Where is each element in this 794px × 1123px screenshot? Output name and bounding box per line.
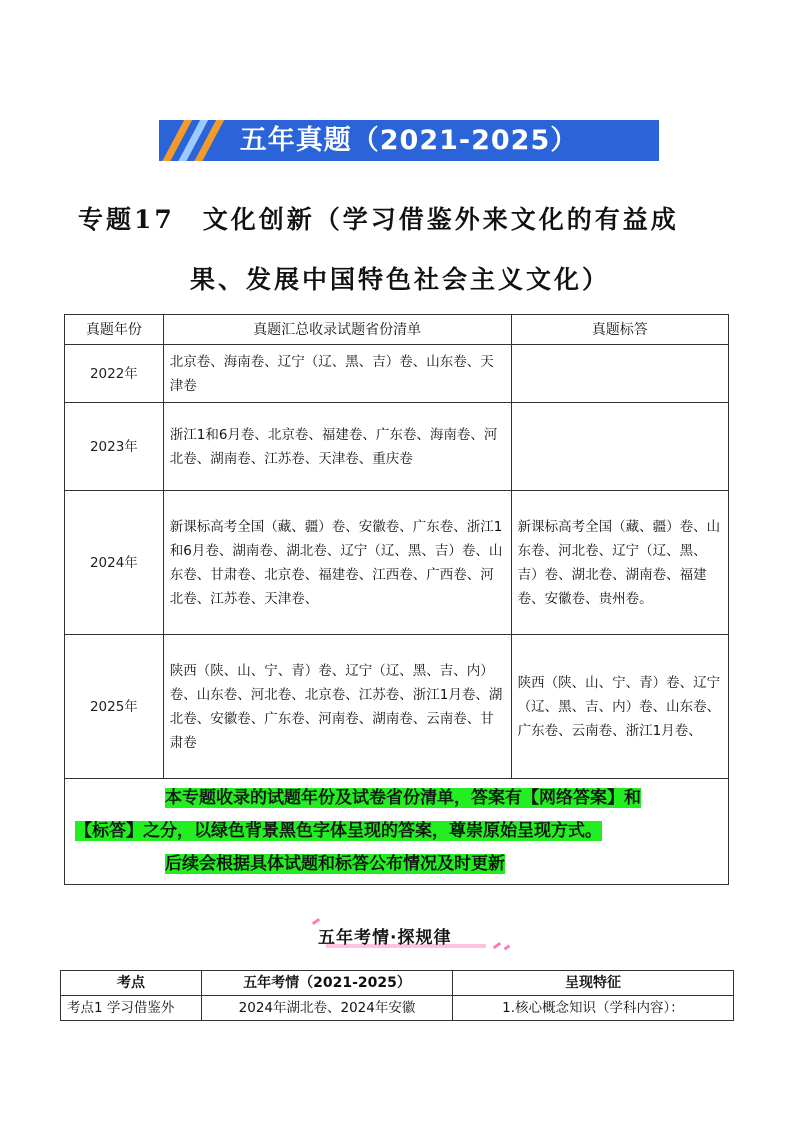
title-banner bbox=[159, 120, 659, 161]
row-answer: 新课标高考全国（藏、疆）卷、山东卷、河北卷、辽宁（辽、黑、吉）卷、湖北卷、湖南卷、福建卷、安徽卷、贵州卷。 bbox=[511, 491, 728, 635]
section-title: 五年考情·探规律 bbox=[318, 928, 452, 948]
table-row bbox=[65, 403, 729, 491]
row-answer: 陕西（陕、山、宁、青）卷、辽宁（辽、黑、吉、内）卷、山东卷、广东卷、云南卷、浙江1月卷、 bbox=[511, 635, 728, 779]
row-year: 2025年 bbox=[65, 635, 164, 779]
header-feature: 呈现特征 bbox=[453, 971, 734, 996]
table-row bbox=[61, 996, 734, 1021]
row-year: 2022年 bbox=[65, 345, 164, 403]
table-row bbox=[65, 635, 729, 779]
notice-line: 后续会根据具体试题和标答公布情况及时更新 bbox=[165, 854, 505, 874]
row-list: 新课标高考全国（藏、疆）卷、安徽卷、广东卷、浙江1和6月卷、湖南卷、湖北卷、辽宁（辽、黑、吉）卷、山东卷、甘肃卷、北京卷、福建卷、江西卷、广西卷、河北卷、江苏卷、天津卷、 bbox=[163, 491, 511, 635]
exam-list-table bbox=[64, 314, 729, 885]
row-year: 2024年 bbox=[65, 491, 164, 635]
table-row bbox=[65, 491, 729, 635]
row-feature: 1.核心概念知识（学科内容）： bbox=[453, 996, 734, 1021]
row-point: 考点1 学习借鉴外 bbox=[61, 996, 202, 1021]
row-years: 2024年湖北卷、2024年安徽 bbox=[202, 996, 453, 1021]
row-year: 2023年 bbox=[65, 403, 164, 491]
decor-dash bbox=[504, 945, 511, 951]
notice-cell bbox=[65, 779, 729, 885]
banner-title: 五年真题（2021-2025） bbox=[239, 125, 579, 156]
notice-line: 【标答】之分，以绿色背景黑色字体呈现的答案，尊崇原始呈现方式。 bbox=[75, 821, 602, 841]
row-answer bbox=[511, 345, 728, 403]
row-answer bbox=[511, 403, 728, 491]
header-list: 真题汇总收录试题省份清单 bbox=[163, 315, 511, 345]
table-header-row bbox=[65, 315, 729, 345]
row-list: 浙江1和6月卷、北京卷、福建卷、广东卷、海南卷、河北卷、湖南卷、江苏卷、天津卷、重庆卷 bbox=[163, 403, 511, 491]
header-point: 考点 bbox=[61, 971, 202, 996]
exam-point-table bbox=[60, 970, 734, 1021]
row-list: 陕西（陕、山、宁、青）卷、辽宁（辽、黑、吉、内）卷、山东卷、河北卷、北京卷、江苏卷、浙江1月卷、湖北卷、安徽卷、广东卷、河南卷、湖南卷、云南卷、甘肃卷 bbox=[163, 635, 511, 779]
header-years: 五年考情（2021-2025） bbox=[202, 971, 453, 996]
table-header-row bbox=[61, 971, 734, 996]
table-row bbox=[65, 345, 729, 403]
topic-title-line-2: 果、发展中国特色社会主义文化） bbox=[190, 265, 611, 294]
notice-row bbox=[65, 779, 729, 885]
notice-line: 本专题收录的试题年份及试卷省份清单，答案有【网络答案】和 bbox=[165, 788, 641, 808]
header-answer: 真题标答 bbox=[511, 315, 728, 345]
header-year: 真题年份 bbox=[65, 315, 164, 345]
topic-title-line-1: 专题17 文化创新（学习借鉴外来文化的有益成 bbox=[78, 205, 679, 234]
decor-dash bbox=[493, 942, 501, 949]
row-list: 北京卷、海南卷、辽宁（辽、黑、吉）卷、山东卷、天津卷 bbox=[163, 345, 511, 403]
